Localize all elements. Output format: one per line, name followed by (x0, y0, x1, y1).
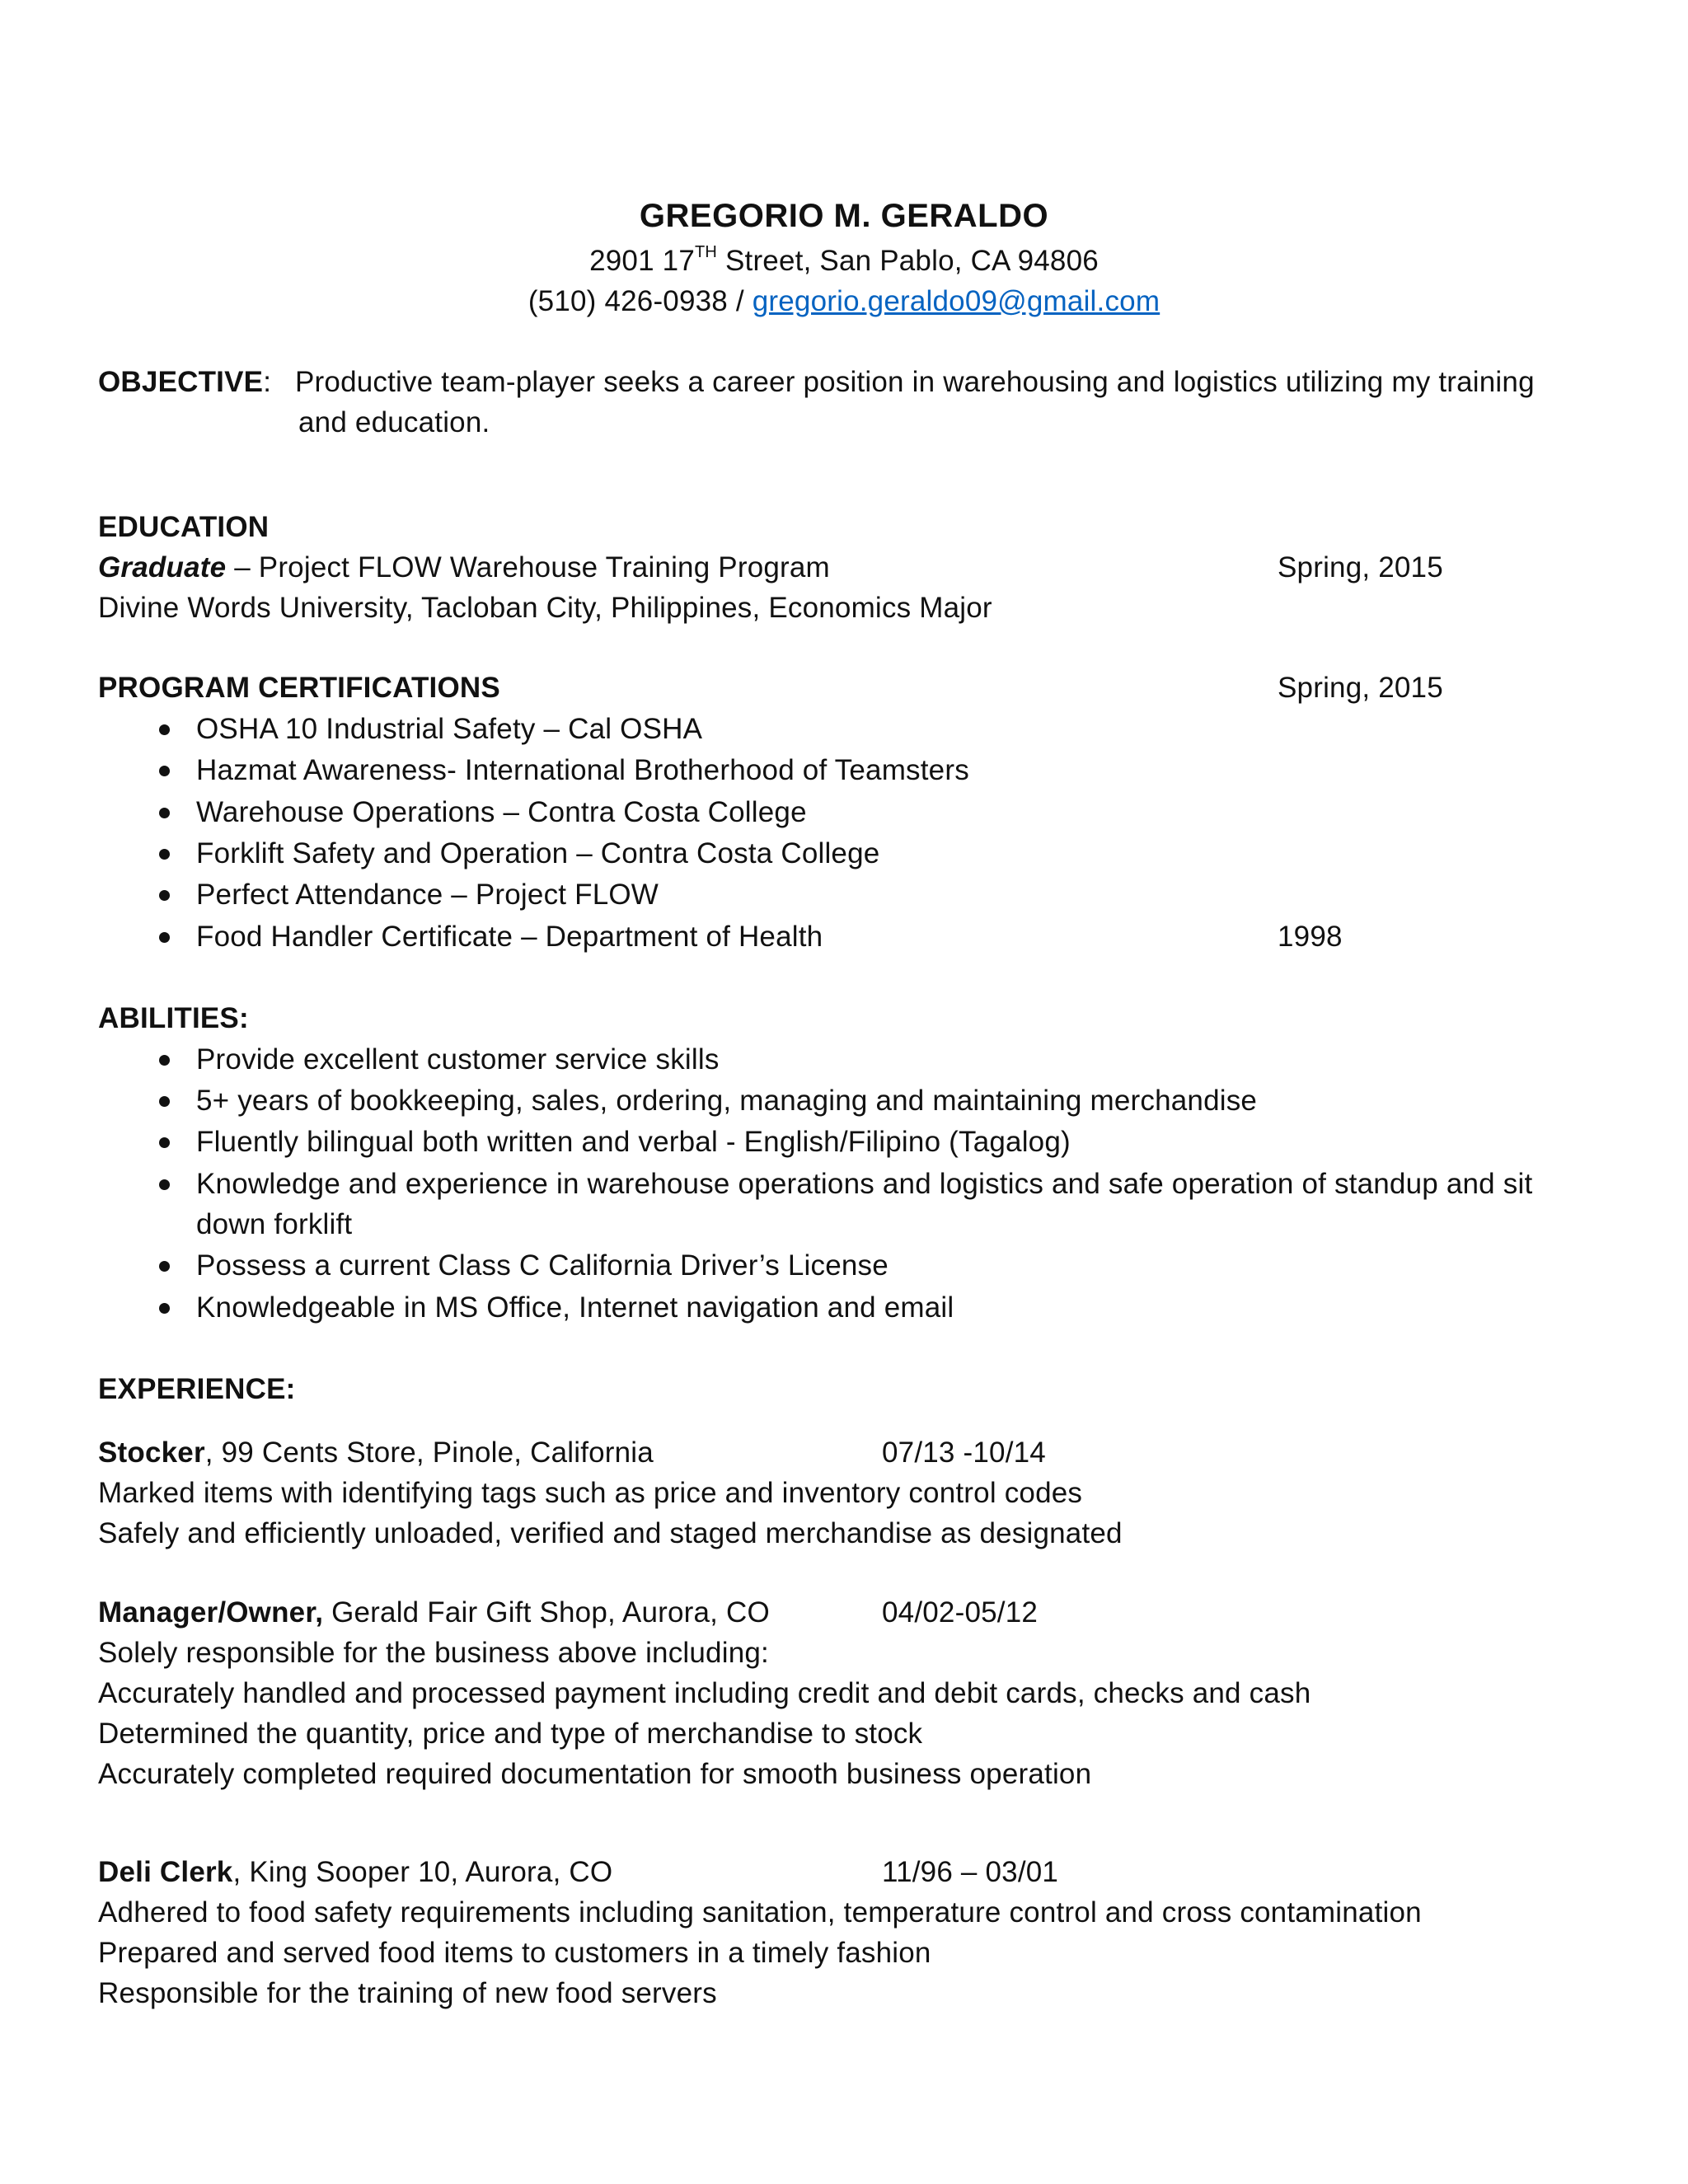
bullet-icon (159, 1137, 170, 1148)
job-duty: Accurately completed required documentation for smooth business operation (98, 1758, 1092, 1790)
job-title: Stocker (98, 1436, 205, 1469)
job-duty: Marked items with identifying tags such as price and inventory control codes (98, 1477, 1083, 1509)
objective-line-1: Productive team-player seeks a career position in warehousing and logistics utilizing my training (295, 366, 1535, 398)
job-duty: Safely and efficiently unloaded, verified and staged merchandise as designated (98, 1517, 1123, 1549)
education-entry-2: Divine Words University, Tacloban City, Philippines, Economics Major (98, 592, 992, 624)
objective-label-wrap (98, 363, 271, 401)
bullet-icon (159, 1303, 170, 1314)
address-superscript: TH (695, 243, 718, 261)
objective-line-2: and education. (298, 406, 490, 438)
abilities-heading: ABILITIES: (98, 1002, 249, 1034)
job-dates: 04/02-05/12 (882, 1596, 1039, 1629)
resume-name: GREGORIO M. GERALDO (639, 198, 1049, 234)
certification-item: Food Handler Certificate – Department of Health (196, 921, 823, 953)
ability-item: Possess a current Class C California Driver’s License (196, 1249, 889, 1282)
bullet-icon (159, 932, 170, 943)
certification-item: Warehouse Operations – Contra Costa College (196, 796, 807, 828)
certifications-date: Spring, 2015 (1278, 672, 1443, 704)
job-title: Deli Clerk (98, 1856, 233, 1888)
email-link[interactable]: gregorio.geraldo09@gmail.com (752, 285, 1160, 317)
job-employer: , King Sooper 10, Aurora, CO (232, 1856, 613, 1888)
job-dates: 11/96 – 03/01 (882, 1856, 1059, 1888)
bullet-icon (159, 1179, 170, 1190)
bullet-icon (159, 890, 170, 901)
job-employer: Gerald Fair Gift Shop, Aurora, CO (323, 1596, 770, 1629)
address-rest: Street, San Pablo, CA 94806 (717, 245, 1099, 277)
education-heading: EDUCATION (98, 511, 270, 543)
job-dates: 07/13 -10/14 (882, 1436, 1046, 1469)
job-duty: Prepared and served food items to customers in a timely fashion (98, 1937, 931, 1969)
certification-item: Hazmat Awareness- International Brotherhood of Teamsters (196, 754, 969, 786)
ability-item: Fluently bilingual both written and verbal - English/Filipino (Tagalog) (196, 1126, 1071, 1158)
certification-item: Perfect Attendance – Project FLOW (196, 879, 659, 911)
address-line (0, 242, 1688, 280)
experience-heading: EXPERIENCE: (98, 1373, 296, 1405)
education-entry-1 (98, 549, 830, 587)
contact-line (0, 283, 1688, 321)
bullet-icon (159, 1096, 170, 1107)
bullet-icon (159, 1261, 170, 1272)
ability-item: Knowledgeable in MS Office, Internet navigation and email (196, 1291, 954, 1324)
job-title: Manager/Owner, (98, 1596, 324, 1629)
job-employer: , 99 Cents Store, Pinole, California (204, 1436, 654, 1469)
job-duty: Accurately handled and processed payment including credit and debit cards, checks and cash (98, 1677, 1311, 1709)
certification-item: Forklift Safety and Operation – Contra Costa College (196, 837, 880, 869)
ability-item: Provide excellent customer service skills (196, 1043, 720, 1076)
bullet-icon (159, 1055, 170, 1066)
bullet-icon (159, 808, 170, 818)
ability-item: 5+ years of bookkeeping, sales, ordering, managing and maintaining merchandise (196, 1085, 1258, 1117)
bullet-icon (159, 766, 170, 776)
certification-item: OSHA 10 Industrial Safety – Cal OSHA (196, 713, 703, 745)
job-header (98, 1854, 612, 1891)
job-duty: Solely responsible for the business above including: (98, 1637, 769, 1669)
job-duty: Adhered to food safety requirements including sanitation, temperature control and cross contamination (98, 1896, 1422, 1929)
education-date: Spring, 2015 (1278, 551, 1443, 583)
education-degree: Graduate (98, 551, 227, 583)
objective-label: OBJECTIVE (98, 366, 264, 398)
education-program: – Project FLOW Warehouse Training Program (226, 551, 830, 583)
job-duty: Determined the quantity, price and type of merchandise to stock (98, 1718, 923, 1750)
job-header (98, 1594, 770, 1632)
job-duty: Responsible for the training of new food servers (98, 1977, 717, 2009)
certifications-heading: PROGRAM CERTIFICATIONS (98, 672, 500, 704)
job-header (98, 1434, 654, 1472)
bullet-icon (159, 724, 170, 735)
ability-item: Knowledge and experience in warehouse operations and logistics and safe operation of standup and sit (196, 1168, 1533, 1200)
address-number: 2901 17 (589, 245, 695, 277)
ability-item-continuation: down forklift (196, 1208, 353, 1240)
bullet-icon (159, 849, 170, 860)
certification-item-date: 1998 (1278, 921, 1343, 953)
objective-colon: : (263, 366, 272, 398)
phone-number: (510) 426-0938 / (528, 285, 753, 317)
